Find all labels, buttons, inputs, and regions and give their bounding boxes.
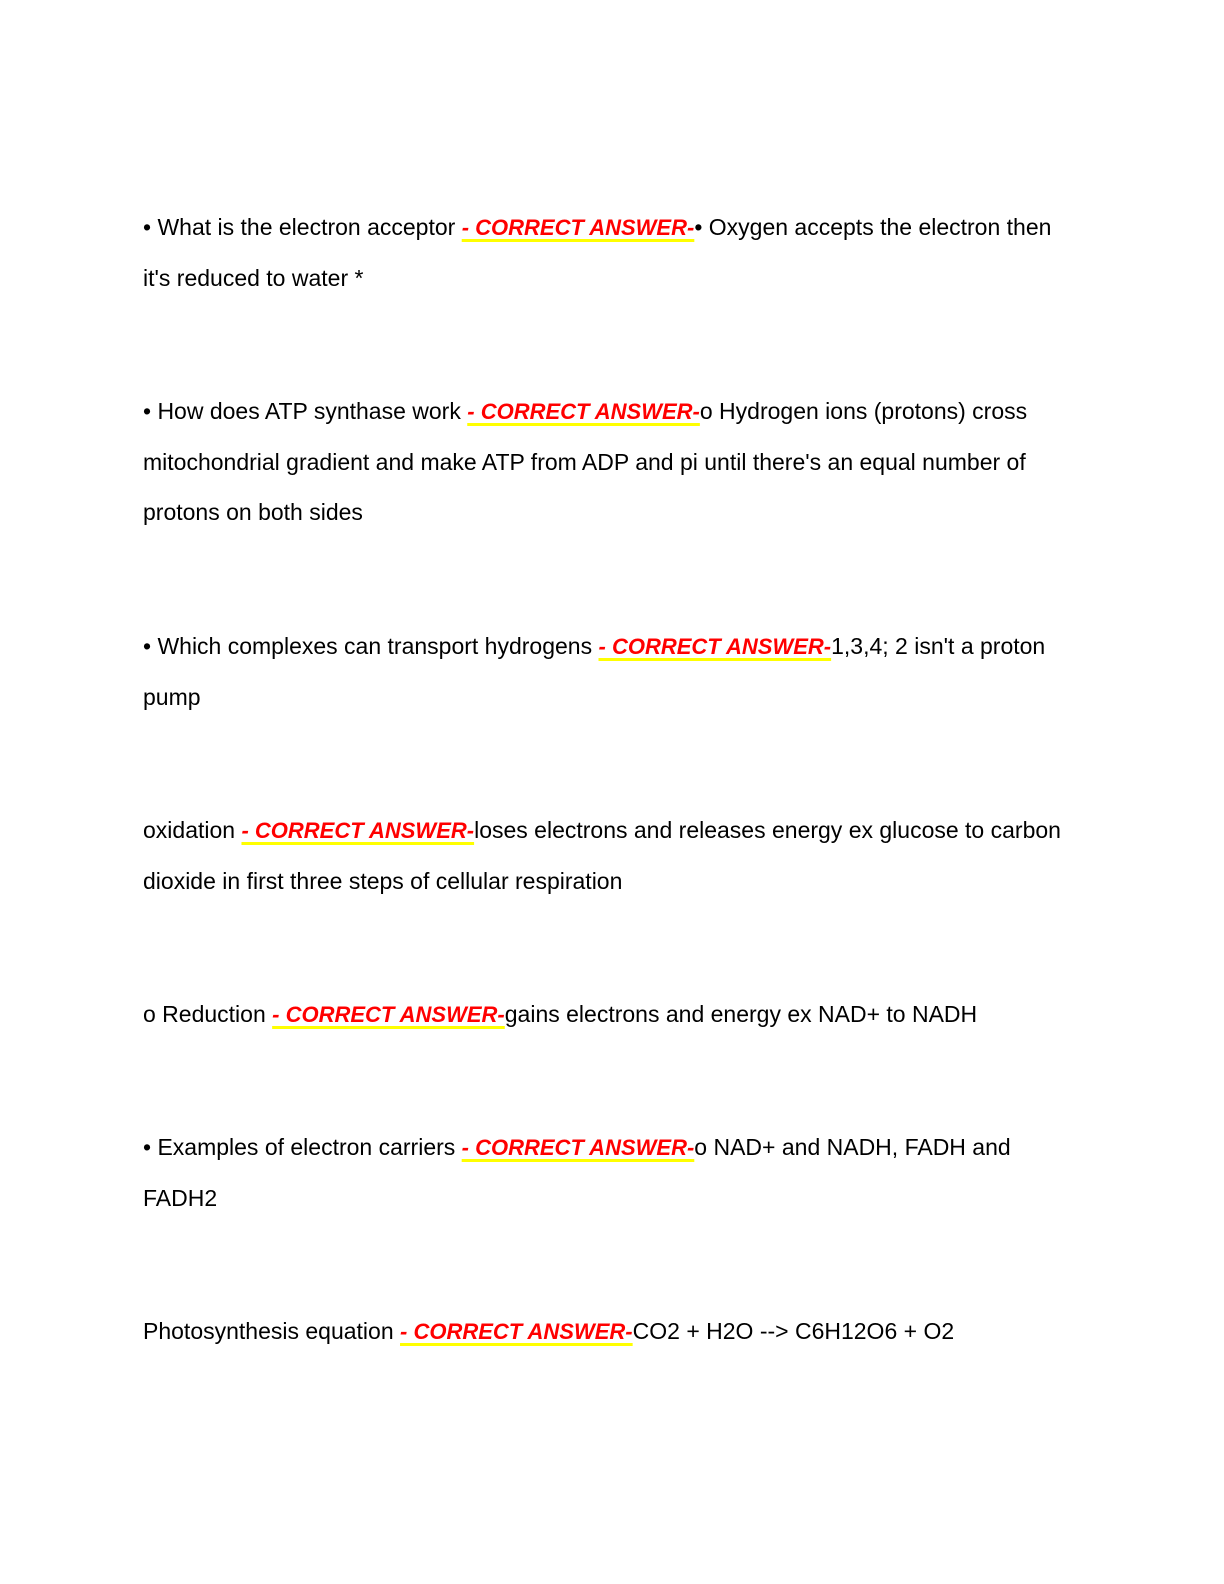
qa-item [143, 621, 1078, 722]
answer-text: loses electrons and releases energy ex glucose to carbon dioxide in first three steps of cellular respiration [143, 817, 1061, 894]
question-text: • Examples of electron carriers [143, 1134, 462, 1160]
answer-text: gains electrons and energy ex NAD+ to NADH [504, 1001, 978, 1027]
correct-answer-marker: - CORRECT ANSWER- [400, 1319, 633, 1344]
qa-item [143, 1306, 1078, 1357]
qa-item [143, 202, 1078, 303]
correct-answer-marker: - CORRECT ANSWER- [461, 215, 695, 240]
question-text: • Which complexes can transport hydrogens [143, 633, 599, 659]
correct-answer-marker: - CORRECT ANSWER- [272, 1002, 505, 1027]
qa-item [143, 989, 1078, 1040]
qa-item [143, 805, 1078, 906]
correct-answer-marker: - CORRECT ANSWER- [467, 399, 700, 424]
correct-answer-marker: - CORRECT ANSWER- [461, 1135, 695, 1160]
answer-text: 1,3,4; 2 isn't a proton pump [143, 633, 1046, 710]
correct-answer-marker: - CORRECT ANSWER- [598, 634, 832, 659]
answer-text: CO2 + H2O --> C6H12O6 + O2 [632, 1318, 955, 1344]
answer-text: • Oxygen accepts the electron then it's reduced to water * [143, 214, 1052, 291]
correct-answer-marker: - CORRECT ANSWER- [241, 818, 475, 843]
answer-text: o Hydrogen ions (protons) cross mitochondrial gradient and make ATP from ADP and pi until there's an equal number of protons on both sides [143, 398, 1028, 525]
qa-item [143, 1122, 1078, 1223]
question-text: • How does ATP synthase work [143, 398, 468, 424]
question-text: • What is the electron acceptor [143, 214, 462, 240]
qa-item [143, 386, 1078, 537]
question-text: Photosynthesis equation [143, 1318, 401, 1344]
question-text: oxidation [143, 817, 242, 843]
answer-text: o NAD+ and NADH, FADH and FADH2 [143, 1134, 1011, 1211]
question-text: o Reduction [143, 1001, 273, 1027]
